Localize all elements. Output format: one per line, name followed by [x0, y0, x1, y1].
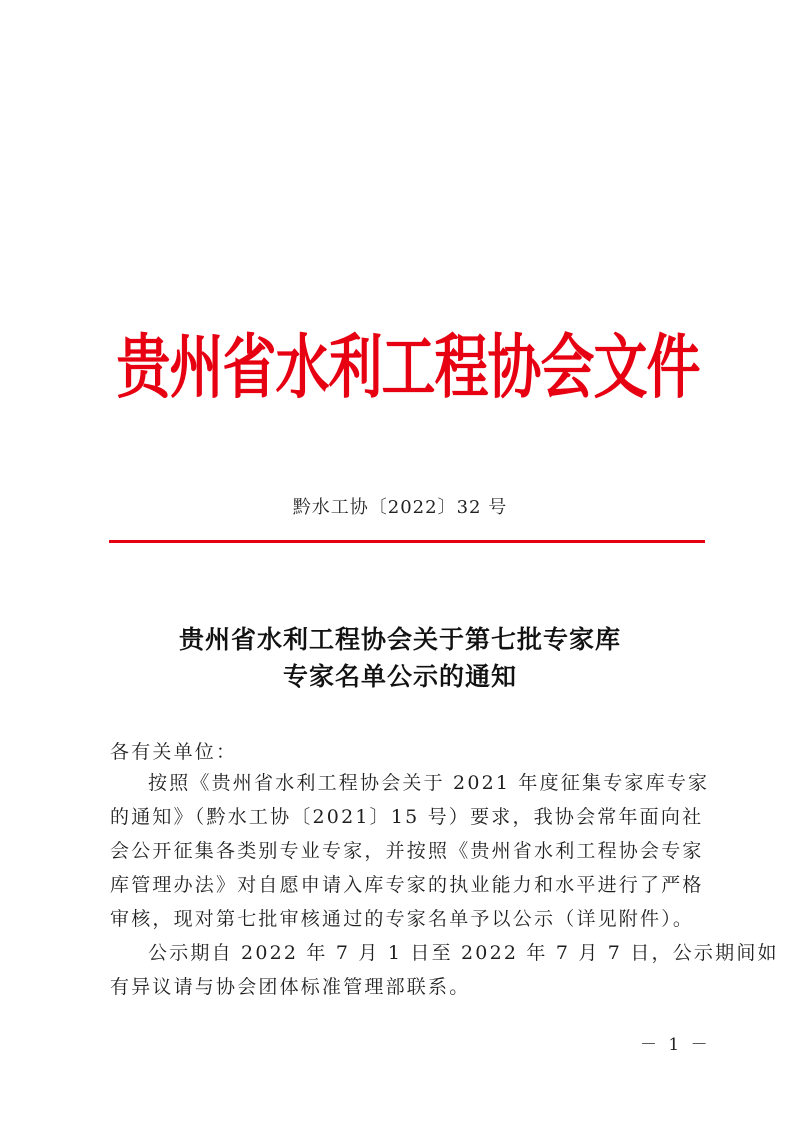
red-divider-line — [109, 540, 705, 543]
paragraph-1-line-2: 的通知》（黔水工协〔2021〕15 号）要求，我协会常年面向社 — [110, 806, 704, 828]
page-number: － 1 － — [640, 1035, 711, 1055]
masthead-title: 贵州省水利工程协会文件 — [116, 327, 700, 408]
paragraph-1-line-4: 库管理办法》对自愿申请入库专家的执业能力和水平进行了严格 — [110, 874, 704, 896]
notice-title-line-2: 专家名单公示的通知 — [282, 662, 517, 691]
paragraph-2-line-2: 有异议请与协会团体标准管理部联系。 — [110, 976, 471, 998]
paragraph-2-line-1: 公示期自 2022 年 7 月 1 日至 2022 年 7 月 7 日，公示期间如 — [148, 942, 779, 964]
paragraph-1-line-5: 审核，现对第七批审核通过的专家名单予以公示（详见附件）。 — [110, 908, 695, 930]
paragraph-1-line-3: 会公开征集各类别专业专家，并按照《贵州省水利工程协会专家 — [110, 840, 704, 862]
document-number: 黔水工协〔2022〕32 号 — [292, 497, 508, 518]
paragraph-1-line-1: 按照《贵州省水利工程协会关于 2021 年度征集专家库专家 — [148, 772, 710, 794]
salutation: 各有关单位： — [110, 741, 238, 763]
notice-title-line-1: 贵州省水利工程协会关于第七批专家库 — [178, 625, 621, 654]
